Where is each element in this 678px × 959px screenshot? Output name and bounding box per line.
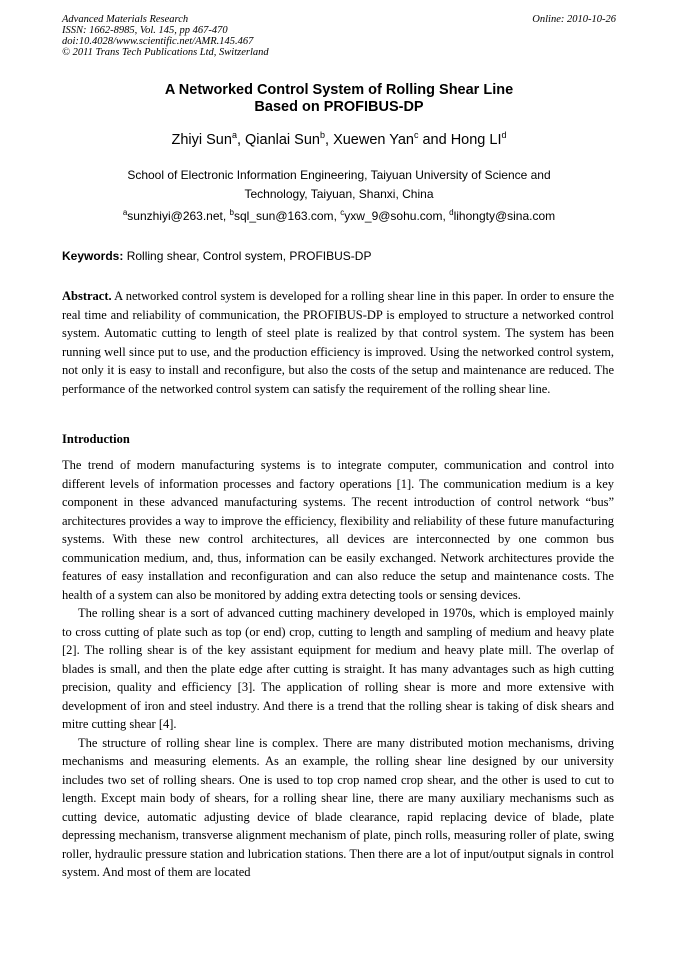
email-mark: d	[449, 208, 454, 217]
affiliation	[62, 166, 616, 204]
paragraph: The rolling shear is a sort of advanced cutting machinery developed in 1970s, which is employed mainly to cross cutting of plate such as top (or end) crop, cutting to length and sampling of medium and heavy plate [2]. The rolling shear is of the key assistant equipment for medium and heavy plate mill. The overlap of blades is small, and then the plate edge after cutting is straight. It has many advantages such as high cutting precision, quality and efficiency [3]. The application of rolling shear is more and more extensive with development of iron and steel industry. And there is a trend that the rolling shear is taking of disk shears and mitre cutting shear [4].	[62, 606, 614, 731]
section-heading-introduction: Introduction	[62, 432, 130, 446]
keywords	[62, 248, 371, 264]
email-address: sql_sun@163.com	[233, 209, 334, 223]
paragraph: The trend of modern manufacturing systems is to integrate computer, communication and control into different levels of information processes and factory operations [1]. The communication medium is a key component in these advanced manufacturing systems. The recent introduction of control network “bus” architectures provides a way to improve the efficiency, flexibility and reliability of these future manufacturing systems. With these new control architectures, all devices are interconnected by one common bus communication medium, and, thus, information can be easily exchanged. Network architectures provide the features of easy installation and reconfiguration and can also reduce the setup and maintenance costs. The health of a system can also be monitored by adding extra detecting tools or sensing devices.	[62, 458, 614, 602]
email-mark: c	[340, 208, 345, 217]
journal-issn: ISSN: 1662-8985, Vol. 145, pp 467-470	[62, 25, 228, 36]
email-address: yxw_9@sohu.com	[344, 209, 443, 223]
author-mark: d	[501, 130, 507, 140]
author-name: Hong LI	[450, 132, 502, 148]
author-name: Qianlai Sun	[245, 132, 320, 148]
affiliation-line-1: School of Electronic Information Engineering, Taiyuan University of Science and	[127, 168, 551, 182]
online-date: Online: 2010-10-26	[532, 14, 616, 25]
keywords-label: Keywords:	[62, 249, 124, 263]
abstract-label: Abstract.	[62, 289, 112, 303]
author-mark: c	[413, 130, 419, 140]
abstract	[62, 287, 614, 398]
author-name: Xuewen Yan	[333, 132, 414, 148]
author-list	[62, 131, 616, 149]
journal-header	[62, 14, 269, 58]
journal-copyright: © 2011 Trans Tech Publications Ltd, Switzerland	[62, 47, 269, 58]
title-line-1: A Networked Control System of Rolling Shear Line	[164, 82, 514, 98]
paragraph: The structure of rolling shear line is complex. There are many distributed motion mechanisms, driving mechanisms and measuring elements. As an example, the rolling shear line designed by our university includes two set of rolling shears. One is used to top crop named crop shear, and the other is used to cut to length. Except main body of shears, for a rolling shear line, there are many auxiliary mechanisms such as cutting device, automatic adjusting device of blade clearance, rapid replacing device of blade, plate depressing mechanism, transverse alignment mechanism of plate, pinch rolls, measuring roller of plate, swing roller, hydraulic pressure station and lubrication stations. Then there are a lot of input/output signals in control system. And most of them are located	[62, 735, 614, 879]
abstract-text: A networked control system is developed for a rolling shear line in this paper. In order to ensure the real time and reliability of communication, the PROFIBUS-DP is employed to structure a networked control system. Automatic cutting to length of steel plate is realized by that control system. The system has been running well since put to use, and the production efficiency is improved. Using the networked control system, not only it is easy to install and reconfigure, but also the costs of the setup and maintenance are reduced. The performance of the networked control system can satisfy the requirement of the rolling shear line.	[62, 289, 614, 396]
keywords-text: Rolling shear, Control system, PROFIBUS-DP	[126, 249, 372, 263]
email-mark: a	[122, 208, 128, 217]
email-address: lihongty@sina.com	[453, 209, 556, 223]
title-line-2: Based on PROFIBUS-DP	[254, 99, 424, 115]
affiliation-line-2: Technology, Taiyuan, Shanxi, China	[244, 187, 434, 201]
author-separator: and	[418, 132, 451, 148]
author-separator: ,	[325, 132, 334, 148]
author-separator: ,	[236, 132, 246, 148]
author-name: Zhiyi Sun	[171, 132, 232, 148]
email-address: sunzhiyi@263.net	[127, 209, 223, 223]
author-emails: $^a$sunzhiyi@263.net, $^b$sql_sun@163.com, $^c$yxw_9@sohu.com, $^d$lihongty@sina.com	[122, 208, 556, 223]
email-mark: b	[229, 208, 234, 217]
introduction-body	[62, 456, 614, 882]
author-mark: b	[319, 130, 325, 140]
journal-doi: doi:10.4028/www.scientific.net/AMR.145.467	[62, 36, 254, 47]
journal-name: Advanced Materials Research	[62, 14, 189, 25]
author-mark: a	[231, 130, 237, 140]
paper-title	[62, 82, 616, 116]
